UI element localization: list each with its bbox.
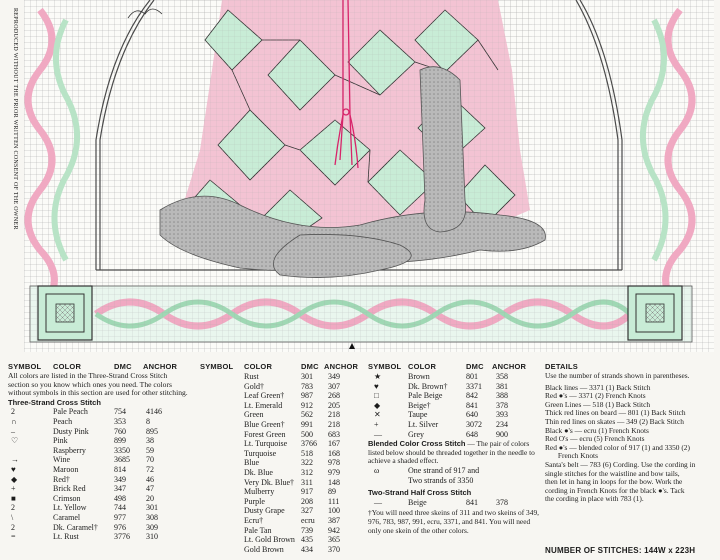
row-anchor: 358	[496, 372, 508, 381]
row-color: Grey	[408, 429, 424, 439]
key-header-row	[200, 362, 359, 372]
row-dmc: 744	[114, 503, 126, 513]
color-key-row	[200, 449, 350, 459]
dmc-header: DMC	[114, 362, 132, 371]
row-dmc: 349	[114, 474, 126, 484]
color-key-row	[200, 410, 350, 420]
row-color: Leaf Green†	[244, 391, 285, 401]
color-key-row	[368, 420, 538, 430]
row-color: Beige†	[408, 400, 431, 410]
row-anchor: 167	[328, 439, 340, 449]
row-anchor: 38	[146, 436, 154, 446]
details-list	[545, 384, 717, 504]
row-dmc: 434	[301, 544, 313, 554]
row-anchor: 683	[328, 429, 340, 439]
row-sym: □	[374, 391, 379, 401]
row-anchor: 100	[328, 506, 340, 516]
row-dmc: 518	[301, 448, 313, 458]
row-dmc: 814	[114, 464, 126, 474]
row-dmc: 208	[301, 496, 313, 506]
row-anchor: 70	[146, 455, 154, 465]
row-sym: +	[374, 419, 379, 429]
row-anchor: 365	[328, 535, 340, 545]
half-cross-heading: Two-Strand Half Cross Stitch	[368, 488, 472, 498]
color-key-row	[200, 478, 350, 488]
row-color: Dk. Brown†	[408, 381, 448, 391]
row-dmc: 301	[301, 372, 313, 381]
row-dmc: 841	[466, 400, 478, 410]
row-color: Lt. Turquoise	[244, 439, 288, 449]
details-intro: Use the number of strands shown in parentheses.	[545, 371, 690, 380]
half-cross-row	[368, 498, 538, 508]
symbol-header: SYMBOL	[8, 362, 42, 371]
detail-line: Green Lines — 518 (1) Back Stitch	[545, 399, 651, 409]
anchor-header: ANCHOR	[492, 362, 527, 371]
detail-line: Red O's — ecru (5) French Knots	[545, 434, 645, 444]
row-color: Pink	[53, 436, 68, 446]
row-anchor: 349	[328, 372, 340, 381]
color-key-row	[8, 494, 188, 504]
row-dmc: 322	[301, 458, 313, 468]
row-dmc: 3350	[114, 445, 130, 455]
row-sym: 2	[11, 503, 15, 513]
row-color: Lt. Gold Brown	[244, 535, 295, 545]
row-anchor: 168	[328, 448, 340, 458]
row-anchor: 46	[146, 474, 154, 484]
row-color: Mulberry	[244, 487, 275, 497]
color-key-row	[8, 523, 188, 533]
row-anchor: 307	[328, 381, 340, 391]
color-list-continued	[200, 372, 350, 554]
symbol-header: SYMBOL	[200, 362, 234, 371]
row-sym: –	[11, 426, 15, 436]
row-dmc: 977	[114, 512, 126, 522]
color-key-row	[8, 465, 188, 475]
row-text: Two strands of 3350	[408, 475, 474, 485]
row-color: Lt. Silver	[408, 419, 439, 429]
color-key-row	[368, 410, 538, 420]
symbol-header: SYMBOL	[368, 362, 402, 371]
row-anchor: 895	[146, 426, 158, 436]
detail-line: Black ●'s — ecru (1) French Knots	[545, 425, 649, 435]
color-key-row	[200, 401, 350, 411]
row-color: Taupe	[408, 410, 428, 420]
detail-line: the cording in place with 783 (1).	[545, 494, 644, 504]
row-sym: ω	[374, 465, 380, 475]
row-color: Caramel	[53, 512, 81, 522]
color-key-row	[368, 401, 538, 411]
row-color: Very Dk. Blue†	[244, 477, 294, 487]
row-dmc: 3685	[114, 455, 130, 465]
blended-list	[368, 466, 538, 485]
color-header: COLOR	[53, 362, 82, 371]
row-anchor: 900	[496, 429, 508, 439]
skein-footnote: †You will need three skeins of 311 and two skeins of 349, 976, 783, 987, 991, ecru, 3371, and 841. You will need only one skein of the other colors.	[368, 508, 539, 535]
color-key-row	[8, 503, 188, 513]
row-anchor: 234	[496, 419, 508, 429]
color-key-row	[200, 439, 350, 449]
row-color: Lt. Emerald	[244, 400, 283, 410]
stitch-count: NUMBER OF STITCHES: 144W x 223H	[545, 546, 696, 555]
row-anchor: 205	[328, 400, 340, 410]
color-key-row	[368, 391, 538, 401]
row-color: Wine	[53, 455, 71, 465]
color-key-column-2	[200, 362, 359, 554]
row-color: Dusty Grape	[244, 506, 285, 516]
row-dmc: 648	[466, 429, 478, 439]
row-dmc: 353	[114, 416, 126, 426]
detail-line: Black lines — 3371 (1) Back Stitch	[545, 382, 651, 392]
details-header: DETAILS	[545, 362, 578, 371]
row-color: Pale Beige	[408, 391, 443, 401]
row-dmc: 754	[114, 407, 126, 417]
color-key-row	[200, 420, 350, 430]
color-key-column-1	[8, 362, 188, 542]
three-strand-heading: Three-Strand Cross Stitch	[8, 397, 101, 407]
row-sym: ◆	[11, 474, 18, 484]
row-anchor: 8	[146, 416, 150, 426]
detail-line: then let in hang in loops for the bow. Work the	[545, 477, 683, 487]
color-key-row	[8, 446, 188, 456]
row-dmc: 3072	[466, 419, 482, 429]
row-anchor: 218	[328, 410, 340, 420]
detail-line: cording in French Knots for the black ●'s. Tack	[545, 485, 685, 495]
dmc-header: DMC	[466, 362, 484, 371]
row-anchor: 111	[328, 496, 340, 506]
color-key-row	[200, 516, 350, 526]
row-anchor: 301	[146, 503, 158, 513]
right-corner-block	[628, 286, 682, 340]
row-dmc: 841	[466, 497, 478, 507]
color-key-column-3	[368, 362, 538, 535]
row-color: Purple	[244, 496, 265, 506]
row-color: Gold Brown	[244, 544, 284, 554]
anchor-header: ANCHOR	[143, 362, 178, 371]
row-sym: =	[11, 532, 16, 542]
detail-line: French Knots	[545, 451, 598, 461]
color-key-row	[200, 487, 350, 497]
color-key-row	[8, 484, 188, 494]
row-anchor: 370	[328, 544, 340, 554]
color-key-row	[8, 475, 188, 485]
row-anchor: 310	[146, 532, 158, 542]
row-text: One strand of 917 and	[408, 465, 480, 475]
row-dmc: 976	[114, 522, 126, 532]
color-key-row	[200, 430, 350, 440]
row-dmc: 917	[301, 487, 313, 497]
color-key-row	[8, 407, 188, 417]
detail-line: Red ●'s — 3371 (2) French Knots	[545, 391, 646, 401]
color-key-row	[8, 417, 188, 427]
color-key-row	[8, 513, 188, 523]
detail-line: Thin red lines on skates — 349 (2) Back Stitch	[545, 416, 684, 426]
row-sym: ♥	[374, 381, 379, 391]
row-color: Dk. Caramel†	[53, 522, 98, 532]
row-sym: 2	[11, 522, 15, 532]
color-key-row	[200, 372, 350, 382]
bottom-border-band	[30, 286, 692, 342]
row-anchor: 4146	[146, 407, 162, 417]
row-color: Crimson	[53, 493, 81, 503]
row-sym: →	[11, 455, 19, 465]
row-dmc: ecru	[301, 515, 315, 525]
row-dmc: 347	[114, 484, 126, 494]
row-dmc: 562	[301, 410, 313, 420]
color-key-row	[8, 455, 188, 465]
color-key-row	[8, 427, 188, 437]
color-key-row	[200, 458, 350, 468]
copyright-notice	[6, 8, 18, 308]
color-key-row	[200, 391, 350, 401]
blended-paragraph	[368, 440, 538, 466]
row-sym: ♥	[11, 464, 16, 474]
color-key-row	[8, 436, 188, 446]
row-dmc: 760	[114, 426, 126, 436]
row-dmc: 3371	[466, 381, 482, 391]
row-dmc: 842	[466, 391, 478, 401]
row-dmc: 498	[114, 493, 126, 503]
color-list-final	[368, 372, 538, 439]
blended-heading: Blended Color Cross Stitch	[368, 439, 466, 449]
key-header-row	[8, 362, 188, 372]
key-header-row	[368, 362, 538, 372]
row-color: Peach	[53, 416, 73, 426]
row-dmc: 899	[114, 436, 126, 446]
row-color: Pale Tan	[244, 525, 272, 535]
row-anchor: 378	[496, 497, 508, 507]
row-color: Beige	[408, 497, 427, 507]
row-color: Red†	[53, 474, 70, 484]
left-corner-block	[38, 286, 92, 340]
row-anchor: 393	[496, 410, 508, 420]
row-color: Lt. Rust	[53, 532, 79, 542]
row-symbol: —	[374, 497, 382, 507]
three-strand-list	[8, 407, 188, 541]
color-key-row	[368, 466, 538, 476]
details-column	[545, 362, 717, 504]
row-color: Ecru†	[244, 515, 264, 525]
row-dmc: 3766	[301, 439, 317, 449]
row-sym: ∩	[11, 416, 17, 426]
row-anchor: 381	[496, 381, 508, 391]
color-key-row	[200, 497, 350, 507]
color-key-row	[200, 468, 350, 478]
row-color: Blue Green†	[244, 419, 285, 429]
detail-line: Santa's belt — 783 (6) Cording. Use the cording in	[545, 459, 696, 469]
row-anchor: 388	[496, 391, 508, 401]
row-color: Dusty Pink	[53, 426, 89, 436]
row-dmc: 311	[301, 477, 313, 487]
color-key-row	[200, 526, 350, 536]
row-anchor: 218	[328, 419, 340, 429]
row-anchor: 268	[328, 391, 340, 401]
row-sym: 2	[11, 407, 15, 417]
dmc-header: DMC	[301, 362, 319, 371]
color-key-row	[8, 532, 188, 542]
row-dmc: 801	[466, 372, 478, 381]
color-key-row	[368, 430, 538, 440]
row-dmc: 3776	[114, 532, 130, 542]
row-anchor: 47	[146, 484, 154, 494]
row-color: Forest Green	[244, 429, 286, 439]
row-color: Lt. Yellow	[53, 503, 87, 513]
row-sym: ■	[11, 493, 16, 503]
color-key-row	[200, 545, 350, 555]
color-key-row	[200, 506, 350, 516]
row-color: Dk. Blue	[244, 467, 273, 477]
row-anchor: 378	[496, 400, 508, 410]
row-sym: —	[374, 429, 382, 439]
row-color: Turquoise	[244, 448, 277, 458]
anchor-header: ANCHOR	[324, 362, 359, 371]
row-anchor: 309	[146, 522, 158, 532]
detail-line: Thick red lines on beard — 801 (1) Back Stitch	[545, 408, 686, 418]
blended-description: — The pair of colors listed below should be threaded together in the needle to achieve a shaded effect.	[368, 439, 535, 466]
row-dmc: 500	[301, 429, 313, 439]
row-color: Rust	[244, 372, 259, 381]
row-anchor: 59	[146, 445, 154, 455]
row-color: Brick Red	[53, 484, 86, 494]
row-color: Raspberry	[53, 445, 86, 455]
color-key-row	[200, 535, 350, 545]
color-header: COLOR	[408, 362, 437, 371]
copyright-text: REPRODUCED WITHOUT THE PRIOR WRITTEN CONSENT OF THE OWNER	[12, 8, 18, 230]
row-color: Gold†	[244, 381, 264, 391]
row-color: Pale Peach	[53, 407, 88, 417]
row-sym: ★	[374, 372, 382, 381]
row-dmc: 991	[301, 419, 313, 429]
detail-line: single stitches for the waistline and bow tails,	[545, 468, 680, 478]
row-dmc: 312	[301, 467, 313, 477]
row-dmc: 912	[301, 400, 313, 410]
row-dmc: 783	[301, 381, 313, 391]
row-dmc: 987	[301, 391, 313, 401]
row-anchor: 72	[146, 464, 154, 474]
row-anchor: 387	[328, 515, 340, 525]
row-anchor: 148	[328, 477, 340, 487]
row-anchor: 89	[328, 487, 336, 497]
row-anchor: 20	[146, 493, 154, 503]
detail-line: Red ●'s — blended color of 917 (1) and 3350 (2)	[545, 442, 690, 452]
row-sym: ◆	[374, 400, 381, 410]
row-sym: \	[11, 512, 14, 522]
row-anchor: 308	[146, 512, 158, 522]
row-sym: ♡	[11, 436, 19, 446]
color-header: COLOR	[244, 362, 273, 371]
row-dmc: 327	[301, 506, 313, 516]
color-key-row	[200, 382, 350, 392]
row-color: Blue	[244, 458, 260, 468]
row-color: Green	[244, 410, 264, 420]
row-dmc: 739	[301, 525, 313, 535]
row-anchor: 942	[328, 525, 340, 535]
key-intro-text: All colors are listed in the Three-Strand Cross Stitch section so you know which ones you need. The colors without symbols in this section are used for other stitching.	[8, 371, 188, 398]
color-key-row	[368, 476, 538, 486]
row-color: Brown	[408, 372, 430, 381]
row-sym: +	[11, 484, 16, 494]
row-color: Maroon	[53, 464, 79, 474]
row-anchor: 978	[328, 458, 340, 468]
row-anchor: 979	[328, 467, 340, 477]
color-key-row	[368, 382, 538, 392]
row-dmc: 640	[466, 410, 478, 420]
row-sym: ✕	[374, 410, 381, 420]
row-dmc: 435	[301, 535, 313, 545]
color-key-row	[368, 372, 538, 382]
